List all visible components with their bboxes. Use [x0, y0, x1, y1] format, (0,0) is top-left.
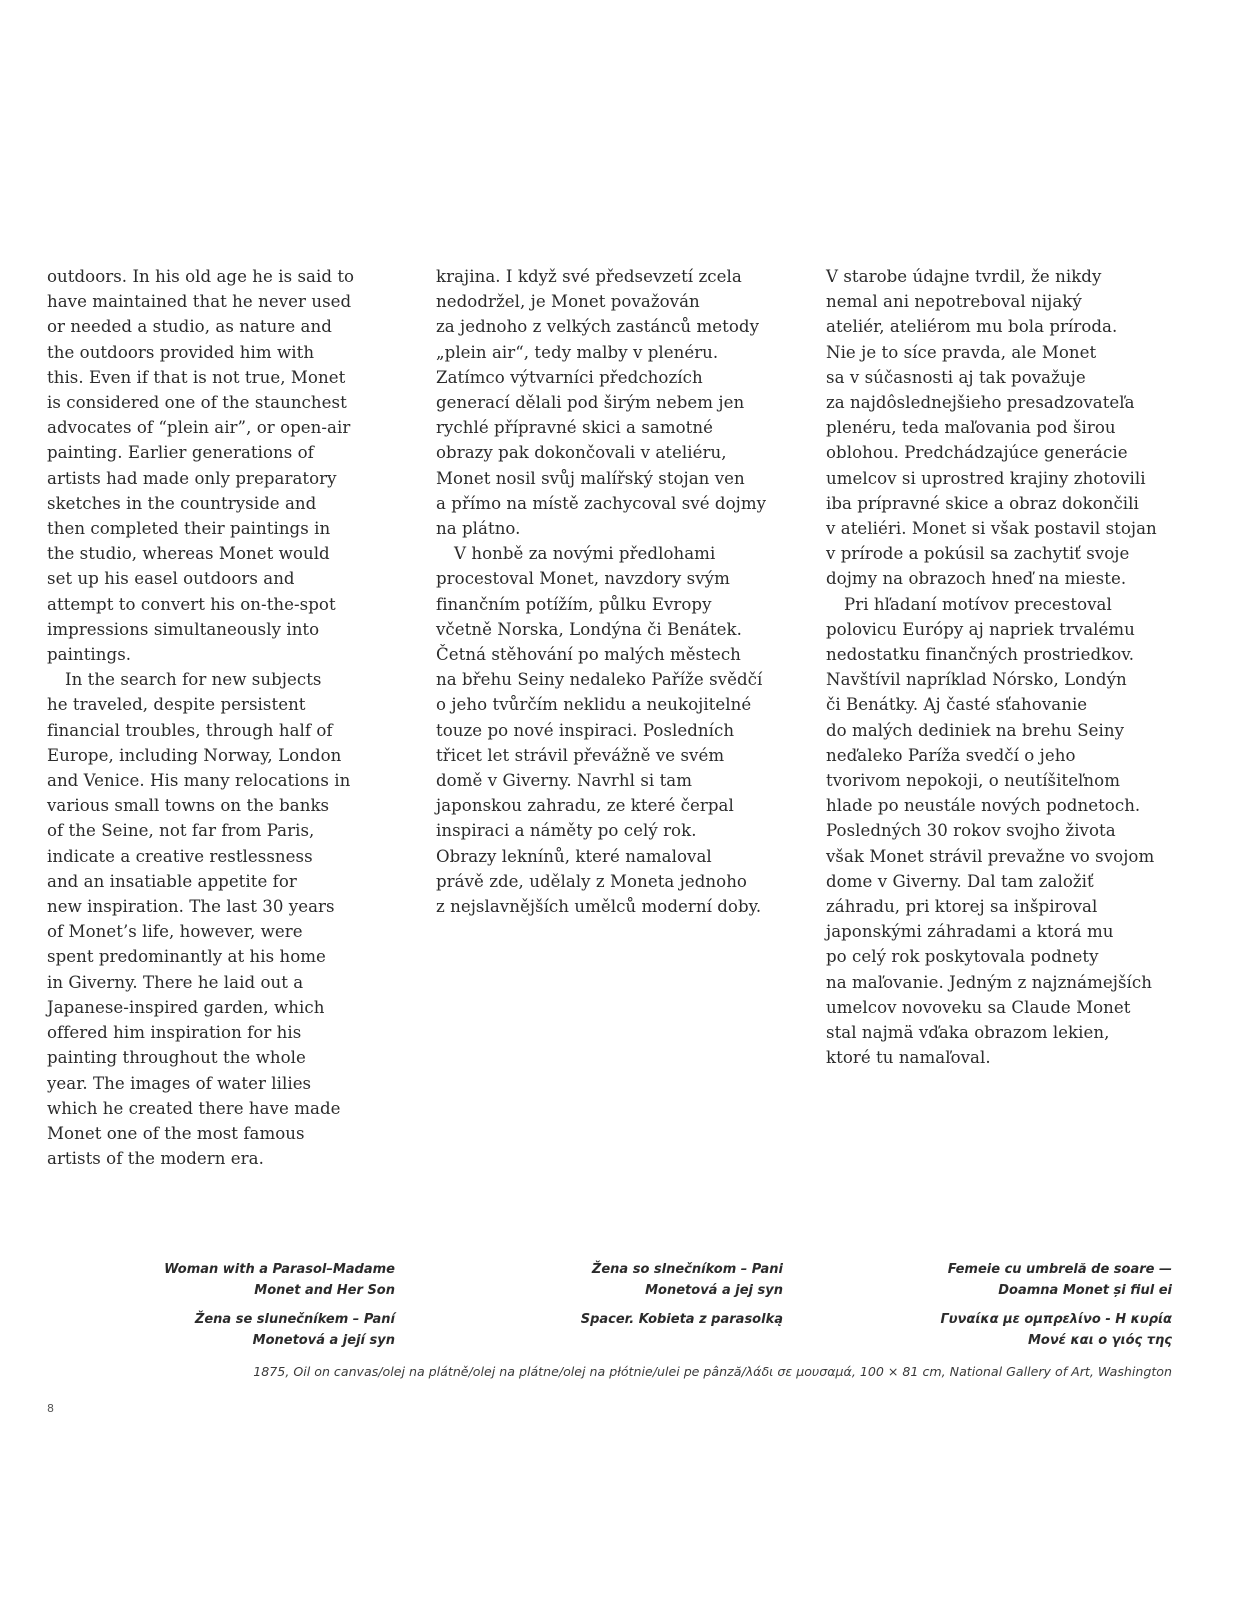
- text-line: nedostatku finančných prostriedkov.: [826, 645, 1135, 665]
- caption-polish: [581, 1309, 783, 1330]
- text-line: po celý rok poskytovala podnety: [826, 947, 1099, 967]
- text-line: či Benátky. Aj časté sťahovanie: [826, 695, 1088, 715]
- text-line: V honbě za novými předlohami: [454, 544, 716, 564]
- text-line: za jednoho z velkých zastánců metody: [436, 317, 759, 337]
- text-line: offered him inspiration for his: [47, 1023, 302, 1043]
- text-line: dome v Giverny. Dal tam založiť: [826, 871, 1094, 891]
- caption-czech: [195, 1309, 395, 1351]
- text-line: rychlé přípravné skici a samotné: [436, 418, 713, 438]
- text-line: advocates of “plein air”, or open-air: [47, 418, 351, 438]
- text-line: dojmy na obrazoch hneď na mieste.: [826, 569, 1127, 589]
- caption-line: Doamna Monet și fiul ei: [998, 1283, 1172, 1298]
- text-line: the outdoors provided him with: [47, 342, 315, 362]
- text-line: oblohou. Predchádzajúce generácie: [826, 443, 1128, 463]
- text-line: Nie je to síce pravda, ale Monet: [826, 342, 1097, 362]
- text-line: třicet let strávil převážně ve svém: [436, 745, 725, 765]
- text-line: have maintained that he never used: [47, 292, 352, 312]
- text-line: he traveled, despite persistent: [47, 695, 306, 715]
- text-line: inspiraci a náměty po celý rok.: [436, 821, 697, 841]
- text-line: Zatímco výtvarníci předchozích: [436, 367, 703, 387]
- text-line: v prírode a pokúsil sa zachytiť svoje: [826, 544, 1130, 564]
- text-line: „plein air“, tedy malby v plenéru.: [436, 342, 719, 362]
- text-line: včetně Norska, Londýna či Benátek.: [436, 619, 742, 639]
- text-line: procestoval Monet, navzdory svým: [436, 569, 730, 589]
- text-line: a přímo na místě zachycoval své dojmy: [436, 493, 767, 513]
- text-line: Japanese-inspired garden, which: [47, 997, 325, 1017]
- text-line: in Giverny. There he laid out a: [47, 972, 304, 992]
- text-line: umelcov novoveku sa Claude Monet: [826, 997, 1131, 1017]
- text-line: or needed a studio, as nature and: [47, 317, 332, 337]
- text-line: do malých dediniek na brehu Seiny: [826, 720, 1125, 740]
- text-line: však Monet strávil prevažne vo svojom: [826, 846, 1155, 866]
- text-line: financial troubles, through half of: [47, 720, 333, 740]
- text-line: nedodržel, je Monet považován: [436, 292, 700, 312]
- text-line: the studio, whereas Monet would: [47, 544, 330, 564]
- caption-line: Monet and Her Son: [254, 1283, 395, 1298]
- caption-romanian: [948, 1259, 1172, 1301]
- text-line: and an insatiable appetite for: [47, 871, 297, 891]
- text-line: new inspiration. The last 30 years: [47, 897, 335, 917]
- caption-line: Monetová a její syn: [252, 1333, 395, 1348]
- text-line: Četná stěhování po malých městech: [436, 645, 741, 665]
- text-line: finančním potížím, půlku Evropy: [436, 594, 712, 614]
- text-line: of the Seine, not far from Paris,: [47, 821, 315, 841]
- artwork-credit-line: 1875, Oil on canvas/olej na plátně/olej na plátne/olej na płótnie/ulei pe pânză/λάδι σε μουσαμά, 100 × 81 cm, National Gallery of Art, Washington: [253, 1364, 1172, 1379]
- caption-line: Woman with a Parasol–Madame: [164, 1262, 395, 1277]
- caption-line: Μονέ και ο γιός της: [1027, 1333, 1172, 1348]
- text-line: this. Even if that is not true, Monet: [47, 367, 346, 387]
- text-line: ktoré tu namaľoval.: [826, 1048, 991, 1068]
- text-line: ateliér, ateliérom mu bola príroda.: [826, 317, 1118, 337]
- text-line: nemal ani nepotreboval nijaký: [826, 292, 1082, 312]
- caption-line: Žena so slnečníkom – Pani: [591, 1262, 783, 1277]
- caption-line: Spacer. Kobieta z parasolką: [580, 1312, 783, 1327]
- text-line: Europe, including Norway, London: [47, 745, 342, 765]
- caption-line: Femeie cu umbrelă de soare —: [947, 1262, 1172, 1277]
- text-line: sa v súčasnosti aj tak považuje: [826, 367, 1086, 387]
- text-line: and Venice. His many relocations in: [47, 771, 351, 791]
- caption-line: Žena se slunečníkem – Paní: [194, 1312, 395, 1327]
- text-line: umelcov si uprostred krajiny zhotovili: [826, 468, 1146, 488]
- text-line: V starobe údajne tvrdil, že nikdy: [826, 267, 1102, 286]
- page-number: 8: [47, 1402, 54, 1415]
- text-line: v ateliéri. Monet si však postavil stojan: [826, 519, 1157, 539]
- caption-line: Γυναίκα με ομπρελίνο - Η κυρία: [940, 1312, 1172, 1327]
- text-line: sketches in the countryside and: [47, 493, 317, 513]
- caption-greek: [940, 1309, 1172, 1351]
- text-line: záhradu, pri ktorej sa inšpiroval: [826, 897, 1098, 917]
- text-line: neďaleko Paríža svedčí o jeho: [826, 745, 1076, 765]
- text-line: hlade po neustále nových podnetoch.: [826, 796, 1141, 816]
- text-line: artists had made only preparatory: [47, 468, 337, 488]
- text-line: painting throughout the whole: [47, 1048, 306, 1068]
- text-line: Pri hľadaní motívov precestoval: [844, 594, 1112, 614]
- text-line: set up his easel outdoors and: [47, 569, 295, 589]
- text-line: za najdôslednejšieho presadzovateľa: [826, 393, 1135, 413]
- body-column-english: [47, 264, 387, 1171]
- text-line: In the search for new subjects: [65, 670, 322, 690]
- text-line: japonskými záhradami a ktorá mu: [826, 922, 1114, 942]
- text-line: year. The images of water lilies: [47, 1073, 312, 1093]
- text-line: domě v Giverny. Navrhl si tam: [436, 771, 693, 791]
- text-line: o jeho tvůrčím neklidu a neukojitelné: [436, 695, 752, 715]
- body-column-slovak: [826, 264, 1176, 1071]
- caption-line: Monetová a jej syn: [645, 1283, 783, 1298]
- text-line: impressions simultaneously into: [47, 619, 320, 639]
- text-line: is considered one of the staunchest: [47, 393, 347, 413]
- text-line: painting. Earlier generations of: [47, 443, 314, 463]
- text-line: artists of the modern era.: [47, 1149, 264, 1169]
- text-line: Monet one of the most famous: [47, 1123, 305, 1143]
- text-line: generací dělali pod širým nebem jen: [436, 393, 745, 413]
- text-line: tvorivom nepokoji, o neutíšiteľnom: [826, 771, 1120, 791]
- text-line: právě zde, udělaly z Moneta jednoho: [436, 871, 747, 891]
- text-line: obrazy pak dokončovali v ateliéru,: [436, 443, 727, 463]
- text-line: attempt to convert his on-the-spot: [47, 594, 336, 614]
- text-line: of Monet’s life, however, were: [47, 922, 303, 942]
- text-line: Posledných 30 rokov svojho života: [826, 821, 1116, 841]
- caption-english: [164, 1259, 395, 1301]
- text-line: Obrazy leknínů, které namaloval: [436, 846, 712, 866]
- text-line: krajina. I když své předsevzetí zcela: [436, 267, 742, 286]
- text-line: plenéru, teda maľovania pod širou: [826, 418, 1116, 438]
- text-line: stal najmä vďaka obrazom lekien,: [826, 1023, 1110, 1043]
- text-line: Navštívil napríklad Nórsko, Londýn: [826, 670, 1127, 690]
- text-line: various small towns on the banks: [47, 796, 330, 816]
- text-line: then completed their paintings in: [47, 519, 331, 539]
- text-line: na břehu Seiny nedaleko Paříže svědčí: [436, 670, 763, 690]
- text-line: which he created there have made: [47, 1098, 341, 1118]
- text-line: paintings.: [47, 645, 132, 665]
- text-line: japonskou zahradu, ze které čerpal: [436, 796, 734, 816]
- text-line: outdoors. In his old age he is said to: [47, 267, 355, 286]
- text-line: z nejslavnějších umělců moderní doby.: [436, 897, 762, 917]
- text-line: spent predominantly at his home: [47, 947, 326, 967]
- text-line: Monet nosil svůj malířský stojan ven: [436, 468, 745, 488]
- body-column-czech: [436, 264, 786, 919]
- text-line: polovicu Európy aj napriek trvalému: [826, 619, 1135, 639]
- text-line: na plátno.: [436, 519, 521, 539]
- text-line: indicate a creative restlessness: [47, 846, 313, 866]
- text-line: na maľovanie. Jedným z najznámejších: [826, 972, 1152, 992]
- text-line: touze po nové inspiraci. Posledních: [436, 720, 735, 740]
- text-line: iba prípravné skice a obraz dokončili: [826, 493, 1139, 513]
- caption-slovak: [592, 1259, 783, 1301]
